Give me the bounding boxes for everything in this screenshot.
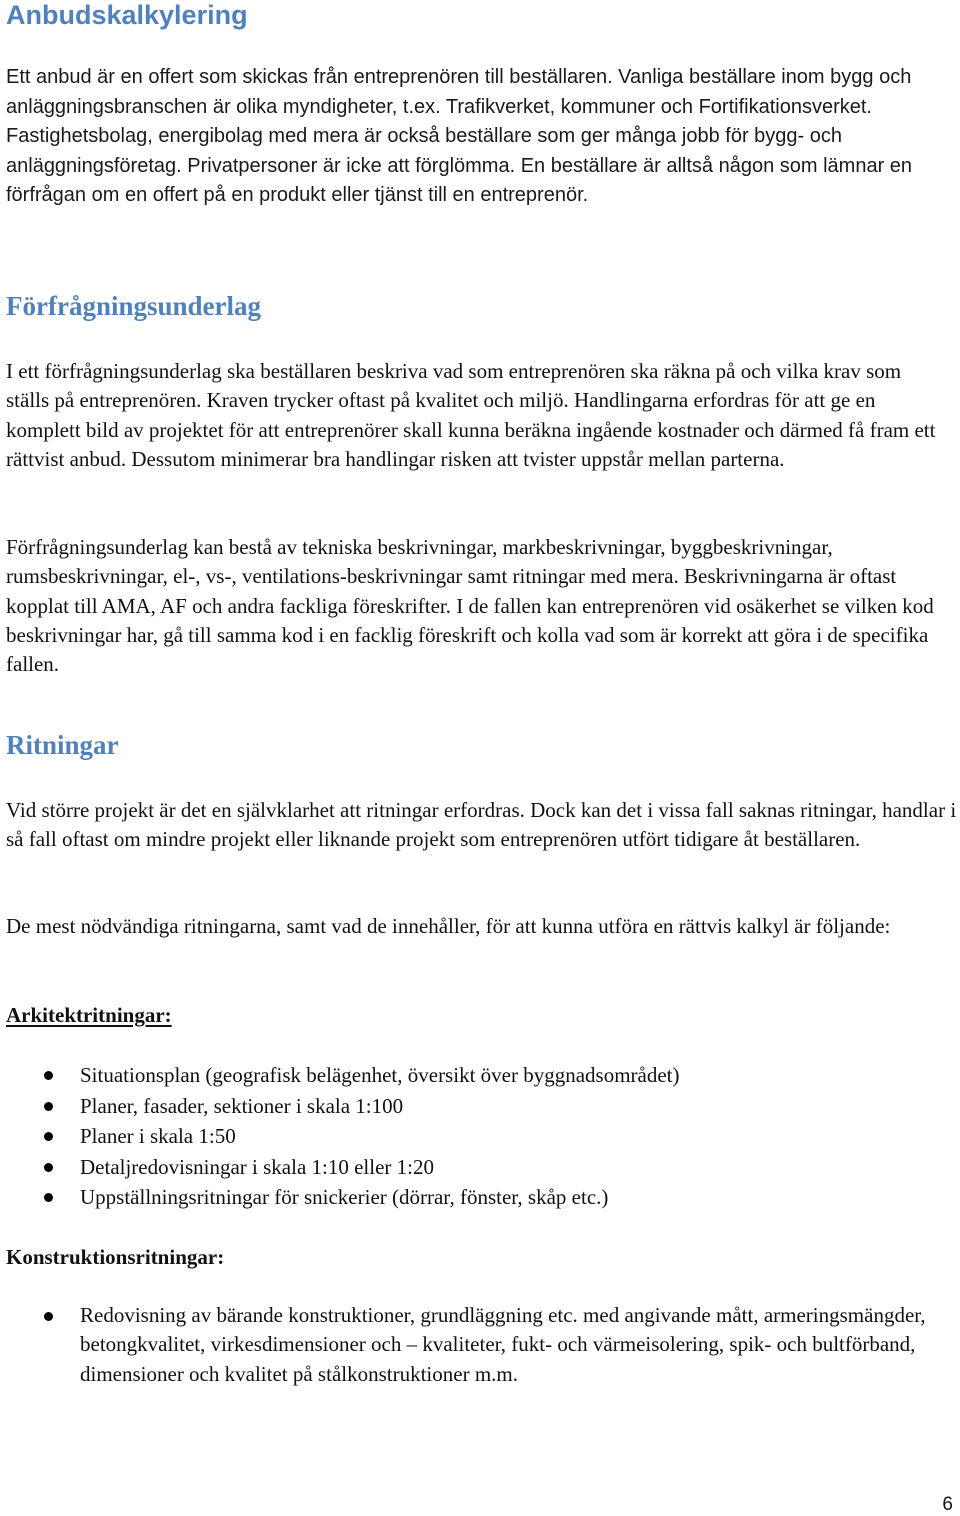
list-item-text: Planer i skala 1:50: [80, 1124, 236, 1148]
subheading-konstruktionsritningar: Konstruktionsritningar:: [6, 1245, 225, 1269]
bullet-icon: [44, 1071, 53, 1080]
list-item-text: Redovisning av bärande konstruktioner, grundläggning etc. med angivande mått, armeringsmängder, betongkvalitet, virkesdimensioner och – kvaliteter, fukt- och värmeisolering, spik- och bultförband, dimensioner och kvalitet på stålkonstruktioner m.m.: [80, 1303, 926, 1386]
list-arkitektritningar: [6, 1060, 956, 1213]
heading-ritningar: Ritningar: [6, 730, 119, 760]
list-konstruktionsritningar: [6, 1301, 956, 1389]
list-item: [6, 1060, 956, 1091]
list-item: [6, 1091, 956, 1122]
list-item-text: Detaljredovisningar i skala 1:10 eller 1:20: [80, 1154, 434, 1179]
list-item-text: Planer, fasader, sektioner i skala 1:100: [80, 1093, 404, 1118]
list-item-text: Situationsplan (geografisk belägenhet, översikt över byggnadsområdet): [80, 1063, 680, 1087]
bullet-icon: [44, 1312, 53, 1321]
paragraph-forfragning-2: Förfrågningsunderlag kan bestå av tekniska beskrivningar, markbeskrivningar, byggbeskrivningar, rumsbeskrivningar, el-, vs-, ventilations-beskrivningar samt ritningar med mera. Beskrivningarna är oftast kopplat till AMA, AF och andra fackliga föreskrifter. I de fallen kan entreprenören vid osäkerhet se vilken kod beskrivningar har, gå till samma kod i en facklig föreskrift och kolla vad som är korrekt att göra i de specifika fallen.: [6, 535, 934, 677]
paragraph-ritningar-1: Vid större projekt är det en självklarhet att ritningar erfordras. Dock kan det i vissa fall saknas ritningar, handlar i så fall oftast om mindre projekt eller liknande projekt som entreprenören utfört tidigare åt beställaren.: [6, 798, 957, 852]
heading-forfragningsunderlag: Förfrågningsunderlag: [6, 291, 262, 321]
paragraph-anbud: Ett anbud är en offert som skickas från entreprenören till beställaren. Vanliga beställare inom bygg och anläggningsbranschen är olika myndigheter, t.ex. Trafikverket, kommuner och Fortifikationsverket. Fastighetsbolag, energibolag med mera är också beställare som ger många jobb för bygg- och anläggningsföretag. Privatpersoner är icke att förglömma. En beställare är alltså någon som lämnar en förfrågan om en offert på en produkt eller tjänst till en entreprenör.: [6, 66, 913, 206]
heading-anbudskalkylering: Anbudskalkylering: [6, 0, 248, 30]
bullet-icon: [44, 1102, 53, 1111]
paragraph-ritningar-2: De mest nödvändiga ritningarna, samt vad de innehåller, för att kunna utföra en rättvis kalkyl är följande:: [6, 914, 891, 938]
bullet-icon: [44, 1163, 53, 1172]
bullet-icon: [44, 1132, 53, 1141]
bullet-icon: [44, 1193, 53, 1202]
subheading-arkitektritningar: Arkitektritningar:: [6, 1003, 172, 1027]
paragraph-forfragning-1: I ett förfrågningsunderlag ska beställaren beskriva vad som entreprenören ska räkna på och vilka krav som ställs på entreprenören. Kraven trycker oftast på kvalitet och miljö. Handlingarna erfordras för att ge en komplett bild av projektet för att entreprenörer skall kunna beräkna ingående kostnader och därmed få fram ett rättvist anbud. Dessutom minimerar bra handlingar risken att tvister uppstår mellan parterna.: [6, 359, 936, 471]
list-item-text: Uppställningsritningar för snickerier (dörrar, fönster, skåp etc.): [80, 1185, 609, 1209]
list-item: [6, 1182, 956, 1213]
page-number: 6: [942, 1494, 953, 1515]
list-item: [6, 1301, 956, 1389]
list-item: [6, 1121, 956, 1152]
list-item: [6, 1152, 956, 1183]
